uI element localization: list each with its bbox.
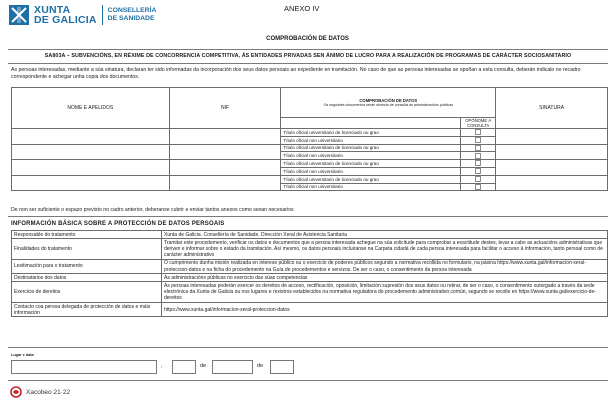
consult-subtitle: Os seguintes documentos serán obxecto de consulta ás administracións públicas [323,102,454,107]
doc-label: Título oficial universitario de licenciado ou grao [281,160,461,168]
divider [8,49,608,50]
doc-label: Título oficial universitario de licenciado ou grao [281,175,461,183]
logo-line1: XUNTA [34,4,71,16]
table-row [12,231,608,239]
table-row [12,175,608,183]
procedure-title: SA803A – SUBVENCIÓNS, EN RÉXIME DE CONCORRENCIA COMPETITIVA, ÁS ENTIDADES PRIVADAS SEN ÁNIMO DE LUCRO PARA A REALIZACIÓN DE PROGRAMAS DE CARÁCTER SOCIOSANITARIO [44,53,572,59]
table-row [12,160,608,168]
oppose-checkbox[interactable] [475,168,481,174]
divider [8,216,608,217]
logo-sub2: DE SANIDADE [107,15,155,22]
info-label: Responsable do tratamento [12,231,162,239]
date-separator: de [257,363,264,369]
consult-title: COMPROBACIÓN DE DATOS [359,97,418,103]
info-value: As persoas interesadas poderán exercer os dereitos de acceso, rectificación, oposición, limitación supresión dos seus datos ou retirar, de ser o caso, o consentimento outorgado a través da sede electrónica da Xunta de Galicia ou nos lugares e rexistros establecidos na normativa reguladora do procedemento administrativo común, segundo se recolle en https://www.xunta.gal/exercicio-de-dereitos [162,282,608,303]
nif-input[interactable] [169,144,281,160]
divider [8,380,608,381]
place-input[interactable] [11,360,157,374]
signature-field[interactable] [496,160,608,176]
table-row [12,282,608,303]
xacobeo-icon [10,386,22,398]
info-label: Lexitimación para o tratamento [12,259,162,273]
doc-label: Título oficial non universitario [281,136,461,144]
doc-label: Título oficial non universitario [281,183,461,191]
nif-input[interactable] [169,160,281,176]
logo-sub1: CONSELLERÍA [107,7,157,14]
doc-label: Título oficial non universitario [281,152,461,160]
place-date-label: Lugar e data [11,353,34,357]
table-row [12,303,608,317]
name-input[interactable] [12,129,170,145]
day-input[interactable] [172,360,196,374]
col-oppose-header: OPÓÑOME Á CONSULTA [461,118,496,129]
table-header-row [12,88,608,118]
info-value: As administracións públicas no exercicio das súas competencias [162,274,608,282]
year-input[interactable] [270,360,294,374]
xacobeo-logo [10,386,70,398]
info-label: Destinatarios dos datos [12,274,162,282]
data-protection-title: INFORMACIÓN BÁSICA SOBRE A PROTECCIÓN DE DATOS PERSOAIS [11,221,225,227]
signature-field[interactable] [496,144,608,160]
nif-input[interactable] [169,175,281,191]
table-row [12,274,608,282]
page-header [8,4,608,30]
nif-input[interactable] [169,129,281,145]
oppose-checkbox[interactable] [475,160,481,166]
month-input[interactable] [212,360,253,374]
oppose-checkbox[interactable] [475,184,481,190]
oppose-checkbox[interactable] [475,176,481,182]
name-input[interactable] [12,175,170,191]
intro-text: As persoas interesadas, mediante a súa sinatura, declaran ter sido informadas da incorporación dos seus datos persoais ao expediente en tramitación. No caso de que as persoas interesadas se opoñan a esta consulta, deberán indicalo no recadro correspondente e achegar unha copia dos documentos. [11,67,581,80]
col-nif-header: NIF [169,88,281,129]
space-note: De non ser suficiente o espazo previsto no cadro anterior, deberanse cubrir e enviar tantos anexos como sexan necesarios [11,207,294,213]
col-name-header: NOME E APELIDOS [12,88,170,129]
oppose-checkbox[interactable] [475,129,481,135]
table-row [12,239,608,260]
info-value: Tramitar este procedemento, verificar os datos e documentos que a persoa interesada achegue na súa solicitude para comprobar a exactitude destes, levar a cabo as actuacións administrativas que deriven e informar sobre o estado da tramitación. Así mesmo, os datos persoais incluiranse na Carpeta cidadá de cada persoa interesada para facilitar o acceso á información, tanto persoal como de carácter administrativo [162,239,608,260]
info-label: Contacto coa persoa delegada de protección de datos e máis información [12,303,162,317]
table-row [12,259,608,273]
col-sign-header: SINATURA [496,88,608,129]
annex-label: ANEXO IV [284,4,320,13]
xacobeo-label: Xacobeo 21·22 [26,388,71,396]
info-value: https://www.xunta.gal/informacion-xeral-proteccion-datos [162,303,608,317]
name-input[interactable] [12,160,170,176]
signature-field[interactable] [496,129,608,145]
doc-label: Título oficial universitario de licenciado ou grao [281,129,461,137]
table-row [12,129,608,137]
signature-field[interactable] [496,175,608,191]
info-label: Finalidades do tratamento [12,239,162,260]
info-value: Xunta de Galicia. Consellería de Sanidade. Dirección Xeral de Asistencia Sanitaria [162,231,608,239]
oppose-checkbox[interactable] [475,145,481,151]
oppose-checkbox[interactable] [475,137,481,143]
place-separator: , [161,363,163,369]
oppose-checkbox[interactable] [475,153,481,159]
doc-label: Título oficial non universitario [281,167,461,175]
name-input[interactable] [12,144,170,160]
data-protection-table [11,230,608,317]
divider [8,347,608,348]
col-consult-header [281,88,496,118]
document-title: COMPROBACIÓN DE DATOS [266,36,349,42]
info-value: O cumprimento dunha misión realizada en interese público ou o exercicio de poderes públicos segundo a normativa recollida no formulario, na páxina https://www.xunta.gal/informacion-xeral-proteccion-datos e na ficha do procedemento na Guía de procedementos e servizos. De ser o caso, o consentimento da persoa interesada [162,259,608,273]
logo-line2: DE GALICIA [34,14,97,26]
xunta-logo [8,4,156,26]
doc-label: Título oficial universitario de licenciado ou grao [281,144,461,152]
divider [8,63,608,64]
consultation-table [11,87,608,191]
date-separator: de [200,363,207,369]
info-label: Exercicio de dereitos [12,282,162,303]
xunta-shield-icon [8,4,30,26]
table-row [12,144,608,152]
